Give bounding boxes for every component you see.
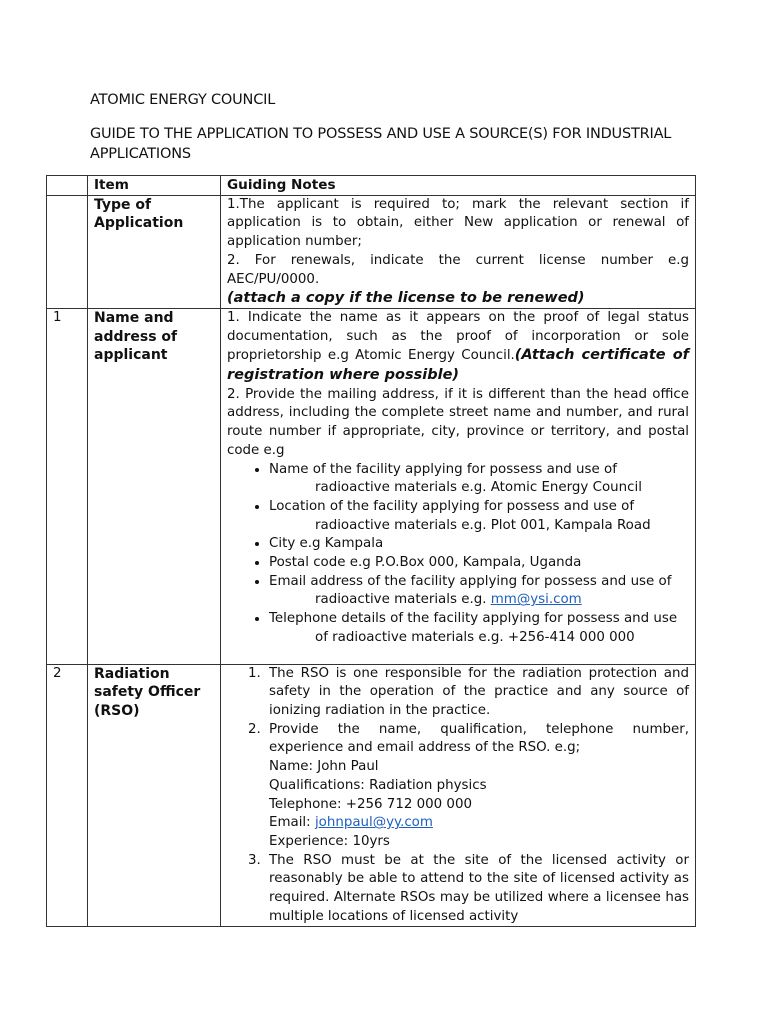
note-emphasis: (attach a copy if the license to be renewed): [227, 290, 585, 307]
rso-numbered-list: [227, 665, 689, 927]
row-number: 1: [47, 308, 88, 664]
row-item: Type of Application: [88, 195, 221, 308]
header-item: Item: [88, 176, 221, 196]
note-paragraph: 2. For renewals, indicate the current license number e.g AEC/PU/0000.: [227, 252, 689, 287]
email-link[interactable]: johnpaul@yy.com: [314, 815, 433, 831]
list-item: • Telephone details of the facility applying for possess and use of radioactive materials e.g. +256-414 000 000: [269, 610, 689, 647]
table-header-row: [47, 176, 696, 196]
header-guiding-notes: Guiding Notes: [221, 176, 696, 196]
row-number: 2: [47, 664, 88, 927]
row-number: [47, 195, 88, 308]
list-item: • Location of the facility applying for possess and use of radioactive materials e.g. Plot 001, Kampala Road: [269, 498, 689, 535]
table-row: [47, 308, 696, 664]
row-notes: [221, 195, 696, 308]
row-notes: [221, 308, 696, 664]
list-item: • Email address of the facility applying for possess and use of radioactive materials e.g. mm@ysi.com: [269, 573, 689, 610]
list-item: • Postal code e.g P.O.Box 000, Kampala, Uganda: [269, 554, 689, 573]
email-link[interactable]: mm@ysi.com: [490, 592, 582, 608]
note-emphasis: (Attach certificate of registration where possible): [227, 347, 689, 384]
list-item: • City e.g Kampala: [269, 535, 689, 554]
note-paragraph: 2. Provide the mailing address, if it is different than the head office address, including the complete street name and number, and rural route number if appropriate, city, province or territory, and postal code e.g: [227, 386, 689, 458]
header-number: [47, 176, 88, 196]
list-item: 1. The RSO is one responsible for the radiation protection and safety in the operation of the practice and any source of ionizing radiation in the practice.: [265, 665, 689, 721]
list-item: 2. Provide the name, qualification, telephone number, experience and email address of the RSO. e.g; Name: John Paul Qualifications: Radiation physics Telephone: +256 712 000 000 Email: johnpaul@yy.com Experience: 10yrs: [265, 721, 689, 852]
table-row: [47, 195, 696, 308]
note-paragraph: 1.The applicant is required to; mark the relevant section if application is to obtain, either New application or renewal of application number;: [227, 196, 689, 250]
guide-table: [46, 175, 696, 927]
row-item: Radiation safety Officer (RSO): [88, 664, 221, 927]
row-item: Name and address of applicant: [88, 308, 221, 664]
table-row: [47, 664, 696, 927]
row-notes: [221, 664, 696, 927]
list-item: • Name of the facility applying for possess and use of radioactive materials e.g. Atomic Energy Council: [269, 461, 689, 498]
address-bullet-list: [227, 461, 689, 648]
list-item: 3. The RSO must be at the site of the licensed activity or reasonably be able to attend to the site of licensed activity as required. Alternate RSOs may be utilized where a licensee has multiple locations of licensed activity: [265, 852, 689, 927]
document-subtitle: GUIDE TO THE APPLICATION TO POSSESS AND USE A SOURCE(S) FOR INDUSTRIAL APPLICATIONS: [90, 126, 672, 162]
document-title: ATOMIC ENERGY COUNCIL: [90, 92, 276, 108]
note-paragraph: 1. Indicate the name as it appears on the proof of legal status documentation, such as the proof of incorporation or sole proprietorship e.g Atomic Energy Council.(Attach certificate of registration where possible): [227, 309, 689, 384]
